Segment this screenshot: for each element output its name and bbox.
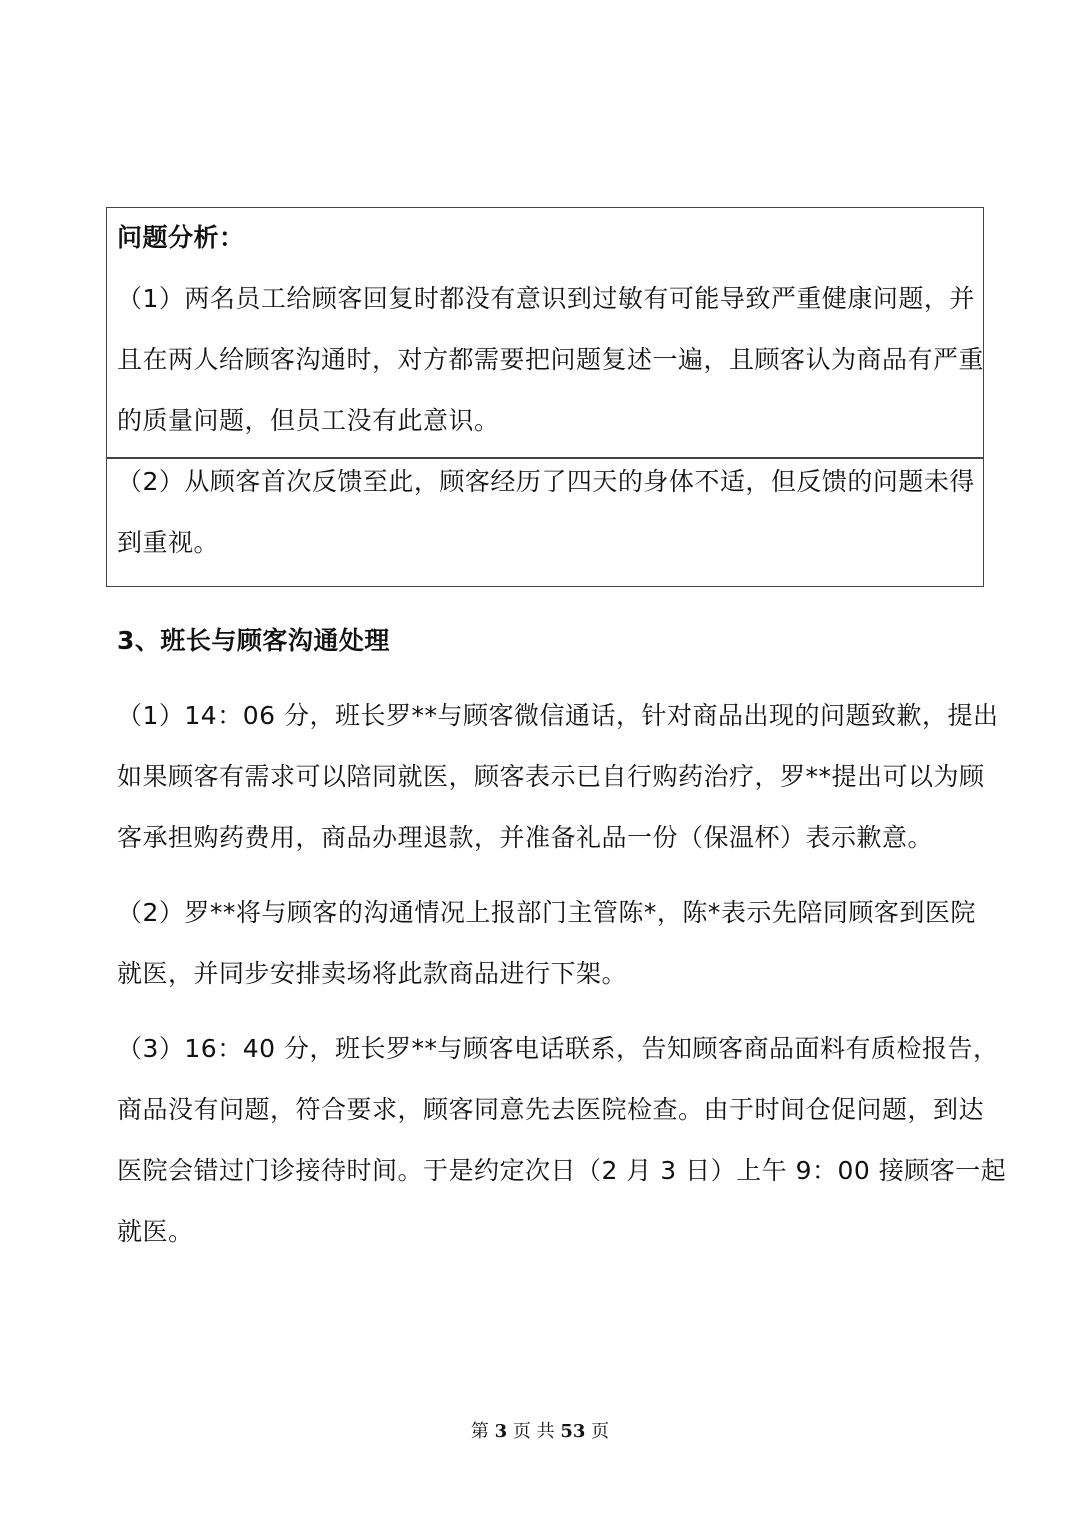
section-heading: 3、班长与顾客沟通处理 <box>117 626 390 655</box>
box-divider <box>107 457 983 459</box>
footer-total-pages: 53 <box>560 1421 586 1442</box>
analysis-p1-line-3: 的质量问题，但员工没有此意识。 <box>117 406 500 435</box>
footer-middle: 页 共 <box>512 1421 555 1442</box>
section-p1-line-3: 客承担购药费用，商品办理退款，并准备礼品一份（保温杯）表示歉意。 <box>117 823 934 852</box>
section-p3-line-3: 医院会错过门诊接待时间。于是约定次日（2 月 3 日）上午 9：00 接顾客一起 <box>117 1156 1007 1185</box>
section-p3-line-2: 商品没有问题，符合要求，顾客同意先去医院检查。由于时间仓促问题，到达 <box>117 1095 985 1124</box>
section-p1-line-1: （1）14：06 分，班长罗**与顾客微信通话，针对商品出现的问题致歉，提出 <box>117 701 999 730</box>
page-footer <box>0 1420 1080 1444</box>
footer-suffix: 页 <box>591 1421 610 1442</box>
footer-prefix: 第 <box>470 1421 489 1442</box>
section-p1-line-2: 如果顾客有需求可以陪同就医，顾客表示已自行购药治疗，罗**提出可以为顾 <box>117 762 985 791</box>
footer-current-page: 3 <box>494 1421 508 1442</box>
analysis-p2-line-2: 到重视。 <box>117 528 220 557</box>
section-p3-line-4: 就医。 <box>117 1217 194 1246</box>
section-p3-line-1: （3）16：40 分，班长罗**与顾客电话联系，告知顾客商品面料有质检报告， <box>117 1034 999 1063</box>
analysis-p1-line-2: 且在两人给顾客沟通时，对方都需要把问题复述一遍，且顾客认为商品有严重 <box>117 345 985 374</box>
analysis-p2-line-1: （2）从顾客首次反馈至此，顾客经历了四天的身体不适，但反馈的问题未得 <box>117 467 975 496</box>
section-p2-line-1: （2）罗**将与顾客的沟通情况上报部门主管陈*，陈*表示先陪同顾客到医院 <box>117 898 976 927</box>
section-p2-line-2: 就医，并同步安排卖场将此款商品进行下架。 <box>117 959 628 988</box>
analysis-p1-line-1: （1）两名员工给顾客回复时都没有意识到过敏有可能导致严重健康问题，并 <box>117 284 975 313</box>
analysis-box <box>106 207 984 587</box>
analysis-heading: 问题分析： <box>117 223 245 252</box>
